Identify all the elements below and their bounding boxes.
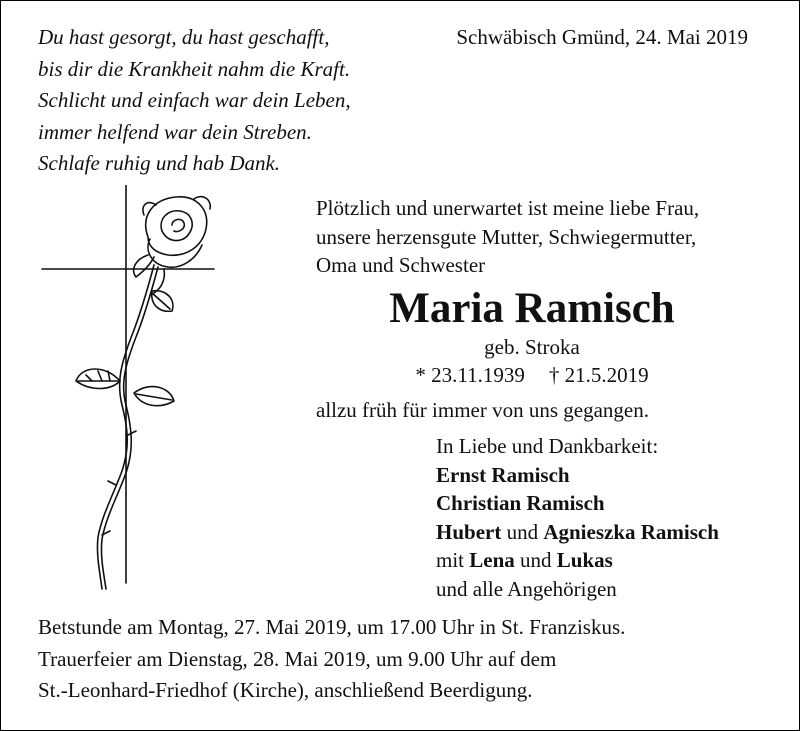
family-member-name: Lena [469,548,515,573]
service-line: St.-Leonhard-Friedhof (Kirche), anschließend Beerdigung. [38,678,533,703]
conjunction: und [514,548,557,573]
family-member [436,546,719,575]
family-heading: In Liebe und Dankbarkeit: [436,434,659,458]
family-signatures [436,432,719,604]
family-member-name: Lukas [556,548,613,573]
service-line: Trauerfeier am Dienstag, 28. Mai 2019, um 9.00 Uhr auf dem [38,646,557,671]
preposition: mit [436,548,470,573]
conjunction: und [501,519,544,544]
maiden-name: geb. Stroka [484,335,580,359]
intro-text [316,194,699,280]
family-member [436,518,719,547]
service-details [38,612,625,707]
cross-with-rose-icon [36,185,226,595]
place-and-date: Schwäbisch Gmünd, 24. Mai 2019 [456,25,748,49]
family-member-name: Agnieszka Ramisch [543,519,719,544]
intro-line: Plötzlich und unerwartet ist meine liebe Frau, [316,196,700,220]
family-member-name: Hubert [436,519,502,544]
intro-line: unsere herzensgute Mutter, Schwiegermutter, [316,224,697,249]
death-date: † 21.5.2019 [548,363,649,387]
poem [38,22,351,180]
family-member: Ernst Ramisch [436,462,570,487]
poem-line: Schlicht und einfach war dein Leben, [38,88,351,113]
poem-line: Schlafe ruhig und hab Dank. [38,151,281,176]
intro-line: Oma und Schwester [316,253,486,277]
poem-line: Du hast gesorgt, du hast geschafft, [38,25,330,49]
birth-date: * 23.11.1939 [415,363,525,387]
poem-line: immer helfend war dein Streben. [38,119,312,144]
passed-away-text: allzu früh für immer von uns gegangen. [316,398,649,422]
family-member: Christian Ramisch [436,491,605,516]
deceased-name: Maria Ramisch [389,285,675,332]
family-closing: und alle Angehörigen [436,576,617,601]
poem-line: bis dir die Krankheit nahm die Kraft. [38,56,351,81]
life-dates [316,361,748,389]
service-line: Betstunde am Montag, 27. Mai 2019, um 17.00 Uhr in St. Franziskus. [38,615,626,639]
